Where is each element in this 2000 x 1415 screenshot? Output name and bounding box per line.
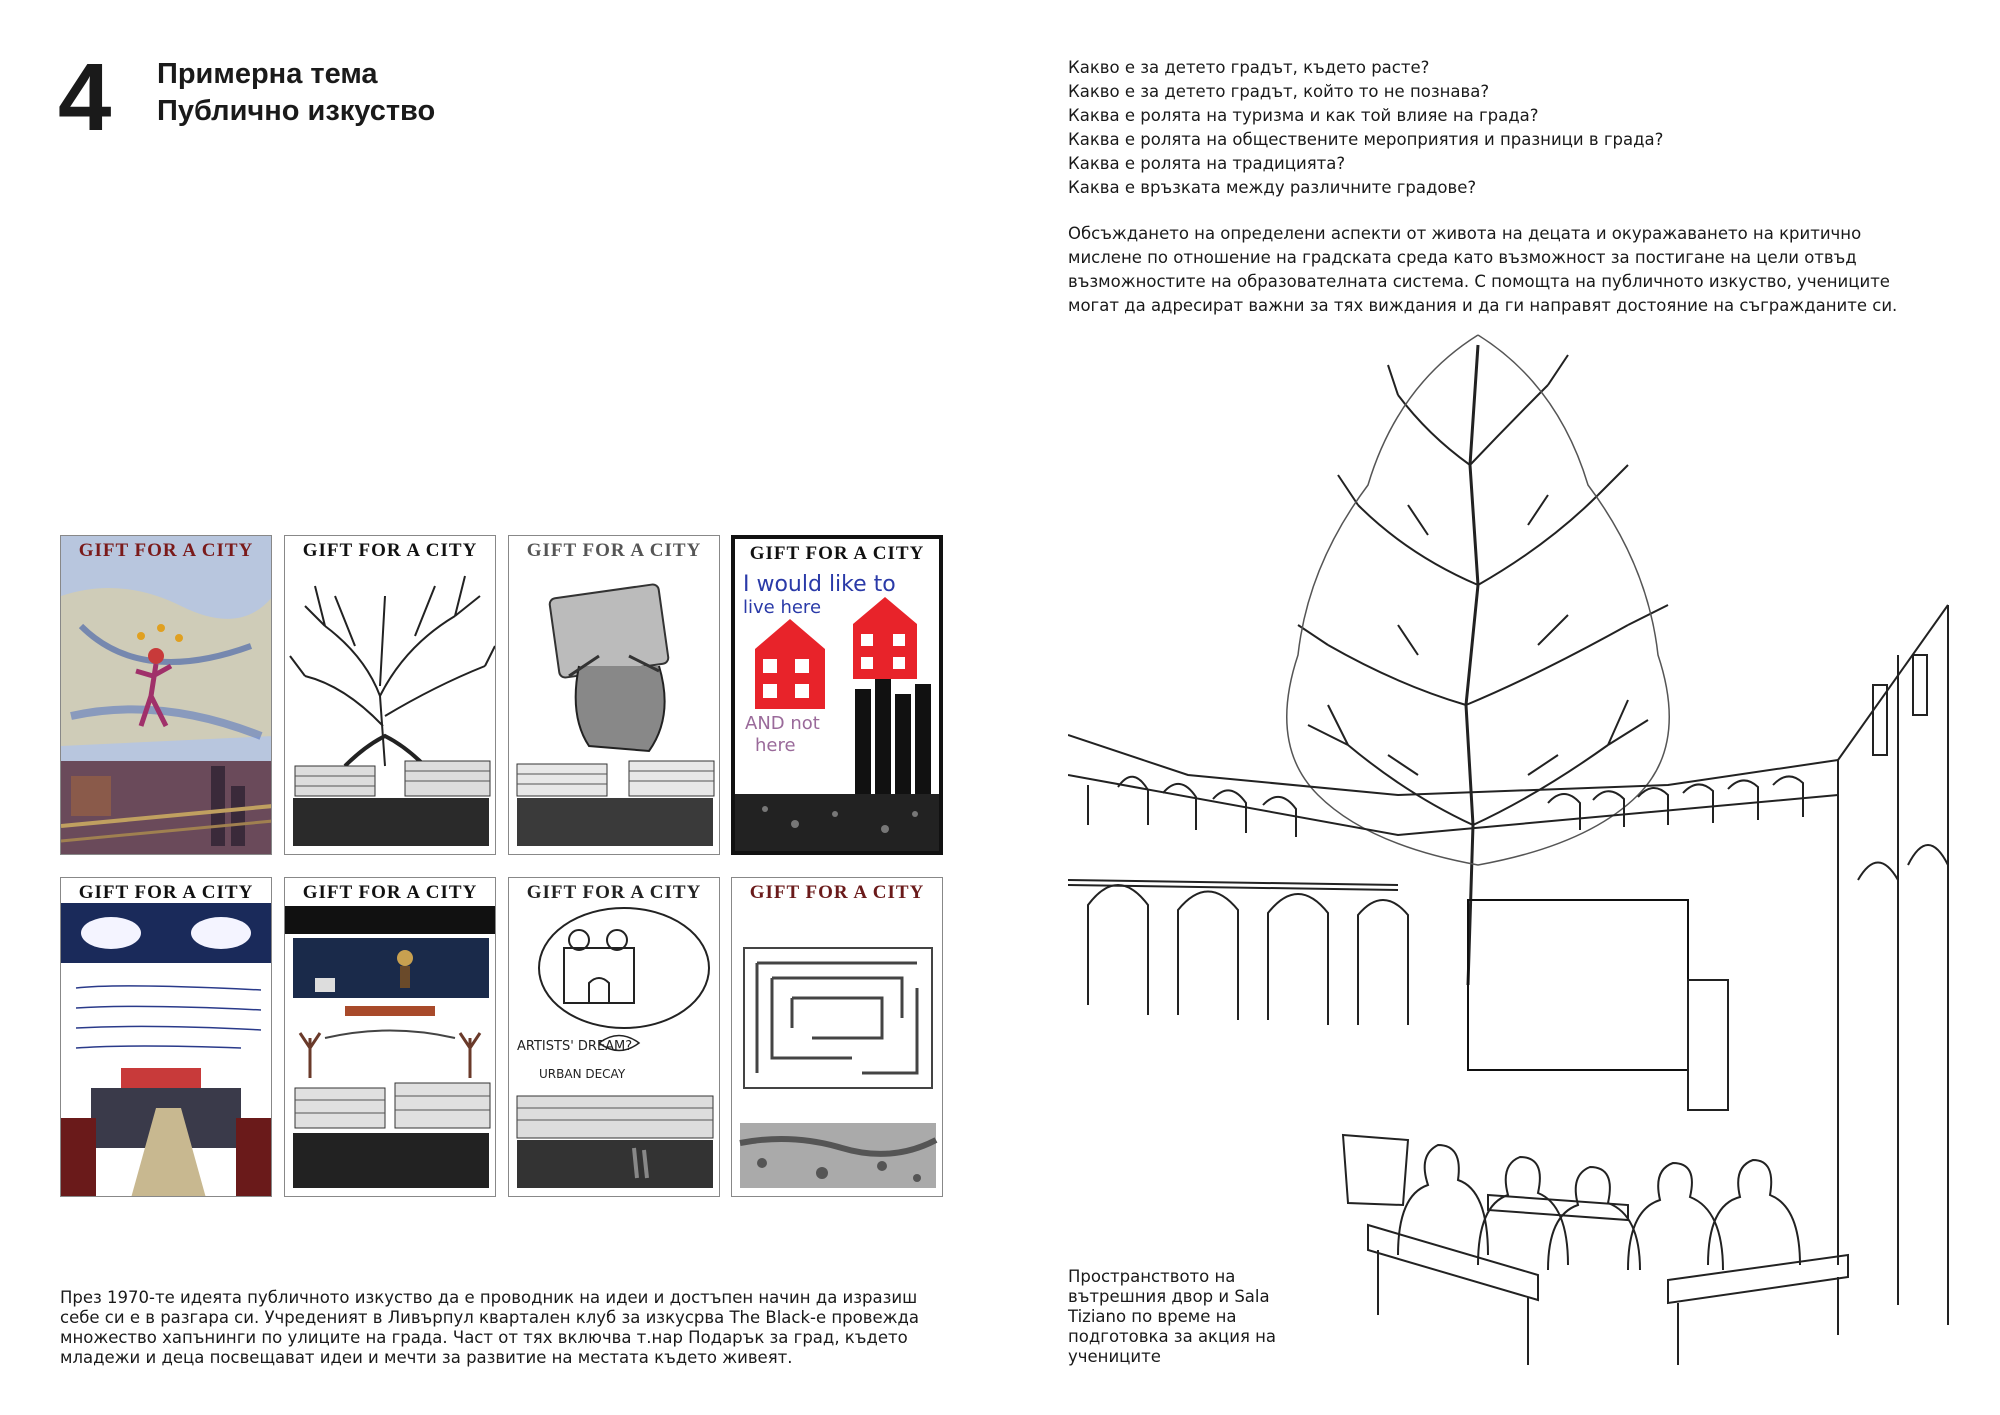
- paragraph-line: възможностите на образователната система. С помощта на публичното изкуство, учениците: [1068, 272, 1890, 291]
- history-paragraph: [60, 1288, 960, 1368]
- poster-title: GIFT FOR A CITY: [302, 540, 478, 561]
- poster-5: [60, 877, 272, 1197]
- caption-line: подготовка за акция на: [1068, 1327, 1277, 1346]
- section-number: 4: [58, 44, 110, 151]
- poster-8: [731, 877, 943, 1197]
- poster-4-text: AND not: [745, 713, 820, 734]
- poster-4: [731, 535, 943, 855]
- poster-title: GIFT FOR A CITY: [526, 882, 702, 903]
- poster-3-illustration: [509, 536, 720, 855]
- question: Какво е за детето градът, който то не познава?: [1068, 82, 1490, 101]
- paragraph-line: множество хапънинги по улиците на града. Част от тях включва т.нар Подарък за град, където: [60, 1328, 908, 1347]
- paragraph-line: Обсъждането на определени аспекти от живота на децата и окуражаването на критично: [1068, 224, 1862, 243]
- title-line-1: Примерна тема: [157, 58, 378, 90]
- caption-line: Пространството на: [1068, 1267, 1236, 1286]
- question: Каква е ролята на туризма и как той влияе на града?: [1068, 106, 1539, 125]
- paragraph-line: младежи и деца посвещават идеи и мечти за развитие на местата където живеят.: [60, 1348, 793, 1367]
- question: Каква е ролята на традицията?: [1068, 154, 1346, 173]
- poster-title: GIFT FOR A CITY: [749, 543, 925, 564]
- caption-line: учениците: [1068, 1347, 1161, 1366]
- poster-4-text: here: [755, 735, 796, 756]
- paragraph-line: През 1970-те идеята публичното изкуство да е проводник на идеи и достъпен начин да изразиш: [60, 1288, 918, 1307]
- question: Какво е за детето градът, където расте?: [1068, 58, 1430, 77]
- poster-4-text: I would like to: [743, 572, 896, 597]
- poster-title: GIFT FOR A CITY: [749, 882, 925, 903]
- poster-title: GIFT FOR A CITY: [78, 882, 254, 903]
- paragraph-line: мислене по отношение на градската среда като възможност за постигане на цели отвъд: [1068, 248, 1857, 267]
- question: Каква е ролята на обществените мероприятия и празници в града?: [1068, 130, 1664, 149]
- paragraph-line: могат да адресират важни за тях виждания и да ги направят достояние на съгражданите си.: [1068, 296, 1898, 315]
- paragraph-line: себе си е в разгара си. Учреденият в Ливърпул квартален клуб за изкусрва The Black-е провежда: [60, 1308, 919, 1327]
- poster-3: [508, 535, 720, 855]
- poster-1-illustration: [61, 536, 272, 855]
- poster-title: GIFT FOR A CITY: [302, 882, 478, 903]
- courtyard-drawing: [1068, 325, 1968, 1385]
- question: Каква е връзката между различните градове?: [1068, 178, 1477, 197]
- caption-line: Tiziano по време на: [1068, 1307, 1237, 1326]
- poster-5-illustration: [61, 878, 272, 1197]
- poster-7-illustration: [509, 878, 720, 1197]
- poster-title: GIFT FOR A CITY: [526, 540, 702, 561]
- poster-title: GIFT FOR A CITY: [78, 540, 254, 561]
- poster-6: [284, 877, 496, 1197]
- poster-1: [60, 535, 272, 855]
- caption-line: вътрешния двор и Sala: [1068, 1287, 1270, 1306]
- image-caption: [1068, 1267, 1276, 1367]
- intro-paragraph: [1068, 222, 1968, 318]
- poster-7: [508, 877, 720, 1197]
- poster-4-illustration: [735, 539, 943, 855]
- poster-4-text: live here: [743, 597, 822, 618]
- questions-list: [1068, 56, 1663, 200]
- poster-6-illustration: [285, 878, 496, 1197]
- poster-8-illustration: [732, 878, 943, 1197]
- poster-7-text: ARTISTS' DREAM?: [517, 1039, 633, 1054]
- poster-7-text: URBAN DECAY: [539, 1067, 626, 1081]
- poster-2: [284, 535, 496, 855]
- page-title: [157, 56, 435, 130]
- poster-2-illustration: [285, 536, 496, 855]
- title-line-2: Публично изкуство: [157, 95, 436, 127]
